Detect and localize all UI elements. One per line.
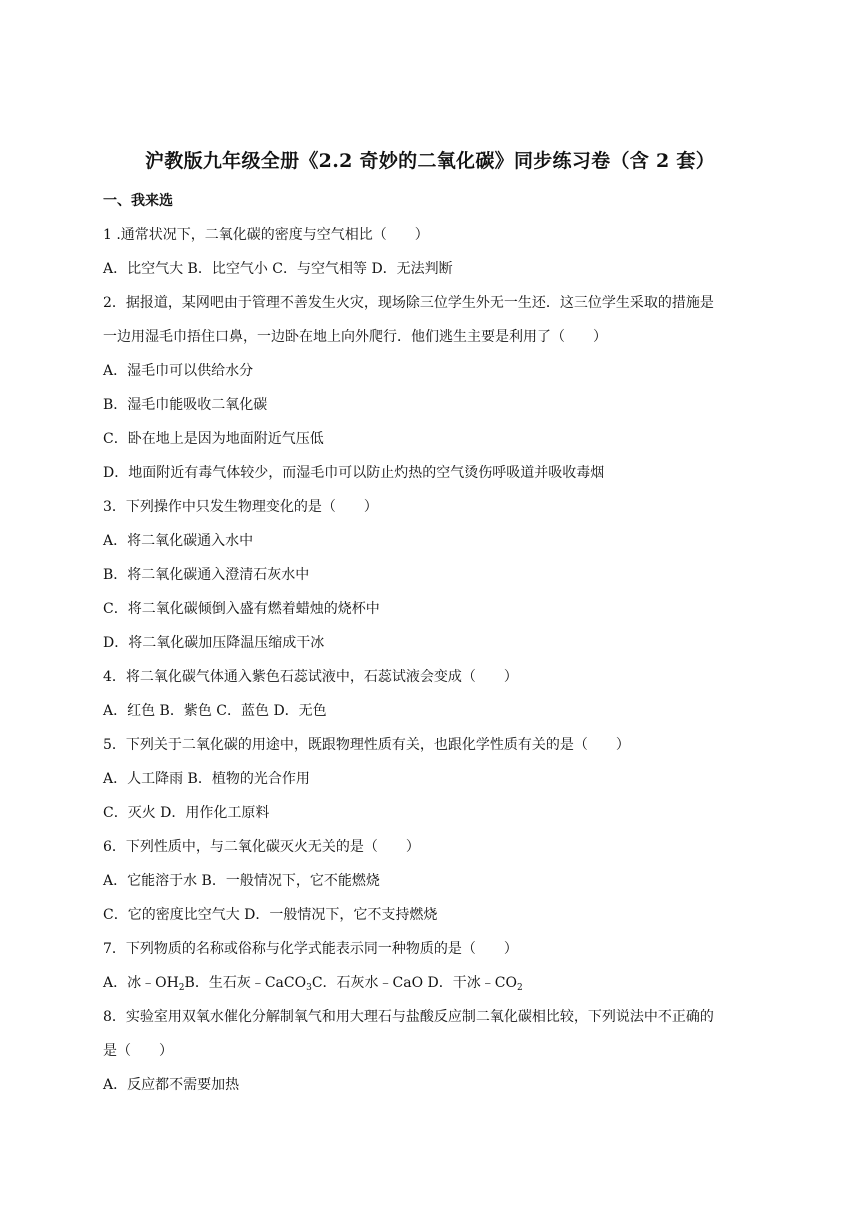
question-4-stem: 4．将二氧化碳气体通入紫色石蕊试液中，石蕊试液会变成（ ） — [103, 669, 518, 685]
question-6-options-ab: A．它能溶于水 B．一般情况下，它不能燃烧 — [103, 873, 380, 889]
question-7-options — [103, 972, 523, 992]
document-title: 沪教版九年级全册《2.2 奇妙的二氧化碳》同步练习卷（含 2 套） — [144, 150, 716, 172]
question-3-option-c: C．将二氧化碳倾倒入盛有燃着蜡烛的烧杯中 — [103, 601, 380, 617]
question-3-option-a: A．将二氧化碳通入水中 — [103, 533, 254, 549]
question-1-options: A．比空气大 B．比空气小 C．与空气相等 D．无法判断 — [103, 261, 453, 277]
subscript: 3 — [306, 983, 312, 993]
question-2-option-a: A．湿毛巾可以供给水分 — [103, 363, 254, 379]
question-2-option-b: B．湿毛巾能吸收二氧化碳 — [103, 397, 268, 413]
question-4-options: A．红色 B．紫色 C．蓝色 D．无色 — [103, 703, 327, 719]
question-7-option-c: C．石灰水﹣CaO — [311, 975, 424, 991]
subscript: 2 — [178, 983, 185, 993]
subscript: 2 — [516, 983, 523, 993]
question-1-stem: 1 .通常状况下，二氧化碳的密度与空气相比（ ） — [103, 227, 429, 243]
question-3-option-b: B．将二氧化碳通入澄清石灰水中 — [103, 567, 310, 583]
question-2-stem-line-1: 2．据报道，某网吧由于管理不善发生火灾，现场除三位学生外无一生还．这三位学生采取的措施是 — [103, 295, 714, 311]
question-7-stem: 7．下列物质的名称或俗称与化学式能表示同一种物质的是（ ） — [103, 941, 518, 957]
question-5-options-cd: C．灭火 D．用作化工原料 — [103, 805, 270, 821]
question-5-options-ab: A．人工降雨 B．植物的光合作用 — [103, 771, 310, 787]
question-2-option-c: C．卧在地上是因为地面附近气压低 — [103, 431, 324, 447]
question-3-stem: 3．下列操作中只发生物理变化的是（ ） — [103, 499, 378, 515]
question-2-stem-line-2: 一边用湿毛巾捂住口鼻，一边卧在地上向外爬行．他们逃生主要是利用了（ ） — [103, 329, 607, 345]
question-6-stem: 6．下列性质中，与二氧化碳灭火无关的是（ ） — [103, 839, 420, 855]
question-5-stem: 5．下列关于二氧化碳的用途中，既跟物理性质有关，也跟化学性质有关的是（ ） — [103, 737, 630, 753]
question-6-options-cd: C．它的密度比空气大 D．一般情况下，它不支持燃烧 — [103, 907, 438, 923]
question-7-option-b: B．生石灰﹣CaCO — [184, 975, 307, 991]
question-7-option-d: D．干冰﹣CO — [427, 975, 517, 991]
question-7-option-a: A．冰﹣OH — [103, 975, 179, 991]
section-heading: 一、我来选 — [103, 193, 173, 209]
question-2-option-d: D．地面附近有毒气体较少，而湿毛巾可以防止灼热的空气烫伤呼吸道并吸收毒烟 — [103, 465, 605, 481]
question-8-stem-line-1: 8．实验室用双氧水催化分解制氧气和用大理石与盐酸反应制二氧化碳相比较，下列说法中不正确的 — [103, 1009, 714, 1025]
question-8-stem-line-2: 是（ ） — [103, 1043, 173, 1059]
question-3-option-d: D．将二氧化碳加压降温压缩成干冰 — [103, 635, 325, 651]
question-8-option-a: A．反应都不需要加热 — [103, 1077, 240, 1093]
